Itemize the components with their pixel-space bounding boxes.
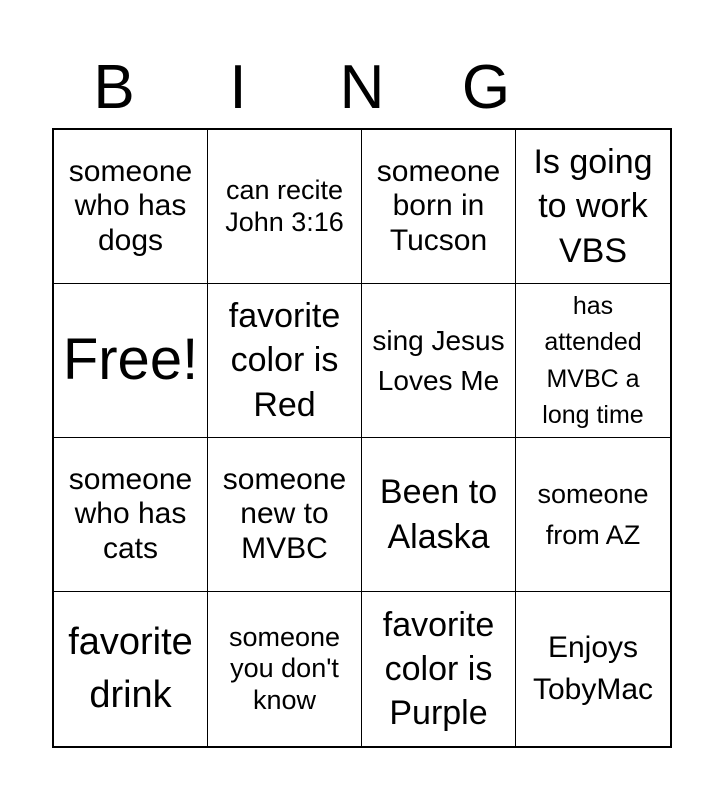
cell-text: someone new to MVBC — [222, 462, 347, 565]
bingo-header — [52, 48, 672, 128]
cell-text: someone who has cats — [68, 462, 193, 565]
cell-text: Free! — [62, 327, 199, 393]
bingo-cell[interactable] — [54, 592, 208, 746]
cell-text: someone you don't know — [228, 622, 341, 715]
bingo-board — [52, 128, 672, 748]
cell-text: sing Jesus Loves Me — [372, 325, 505, 396]
cell-text: someone who has dogs — [68, 154, 193, 257]
cell-text: Enjoys TobyMac — [532, 631, 654, 706]
header-letter-n: N — [339, 53, 385, 122]
cell-text: can recite John 3:16 — [225, 175, 344, 237]
bingo-cell[interactable] — [362, 284, 516, 438]
bingo-cell[interactable] — [208, 592, 362, 746]
cell-text: favorite color is Purple — [382, 605, 495, 733]
bingo-cell[interactable] — [208, 284, 362, 438]
cell-text: favorite drink — [68, 620, 193, 716]
bingo-cell[interactable] — [516, 284, 670, 438]
bingo-cell[interactable] — [54, 438, 208, 592]
bingo-cell[interactable] — [516, 438, 670, 592]
header-letter-g: G — [461, 53, 511, 122]
cell-text: someone born in Tucson — [376, 154, 501, 257]
cell-text: has attended MVBC a long time — [542, 292, 644, 429]
header-letter-i: I — [229, 53, 247, 122]
bingo-cell[interactable] — [208, 438, 362, 592]
cell-text: Is going to work VBS — [533, 143, 653, 270]
cell-text: favorite color is Red — [228, 297, 341, 424]
bingo-cell[interactable] — [516, 130, 670, 284]
bingo-cell[interactable] — [516, 592, 670, 746]
bingo-cell-free[interactable] — [54, 284, 208, 438]
bingo-cell[interactable] — [54, 130, 208, 284]
bingo-cell[interactable] — [362, 130, 516, 284]
bingo-cell[interactable] — [362, 592, 516, 746]
bingo-cell[interactable] — [362, 438, 516, 592]
header-letter-b: B — [93, 53, 135, 122]
cell-text: Been to Alaska — [379, 473, 498, 556]
bingo-cell[interactable] — [208, 130, 362, 284]
cell-text: someone from AZ — [537, 479, 649, 550]
